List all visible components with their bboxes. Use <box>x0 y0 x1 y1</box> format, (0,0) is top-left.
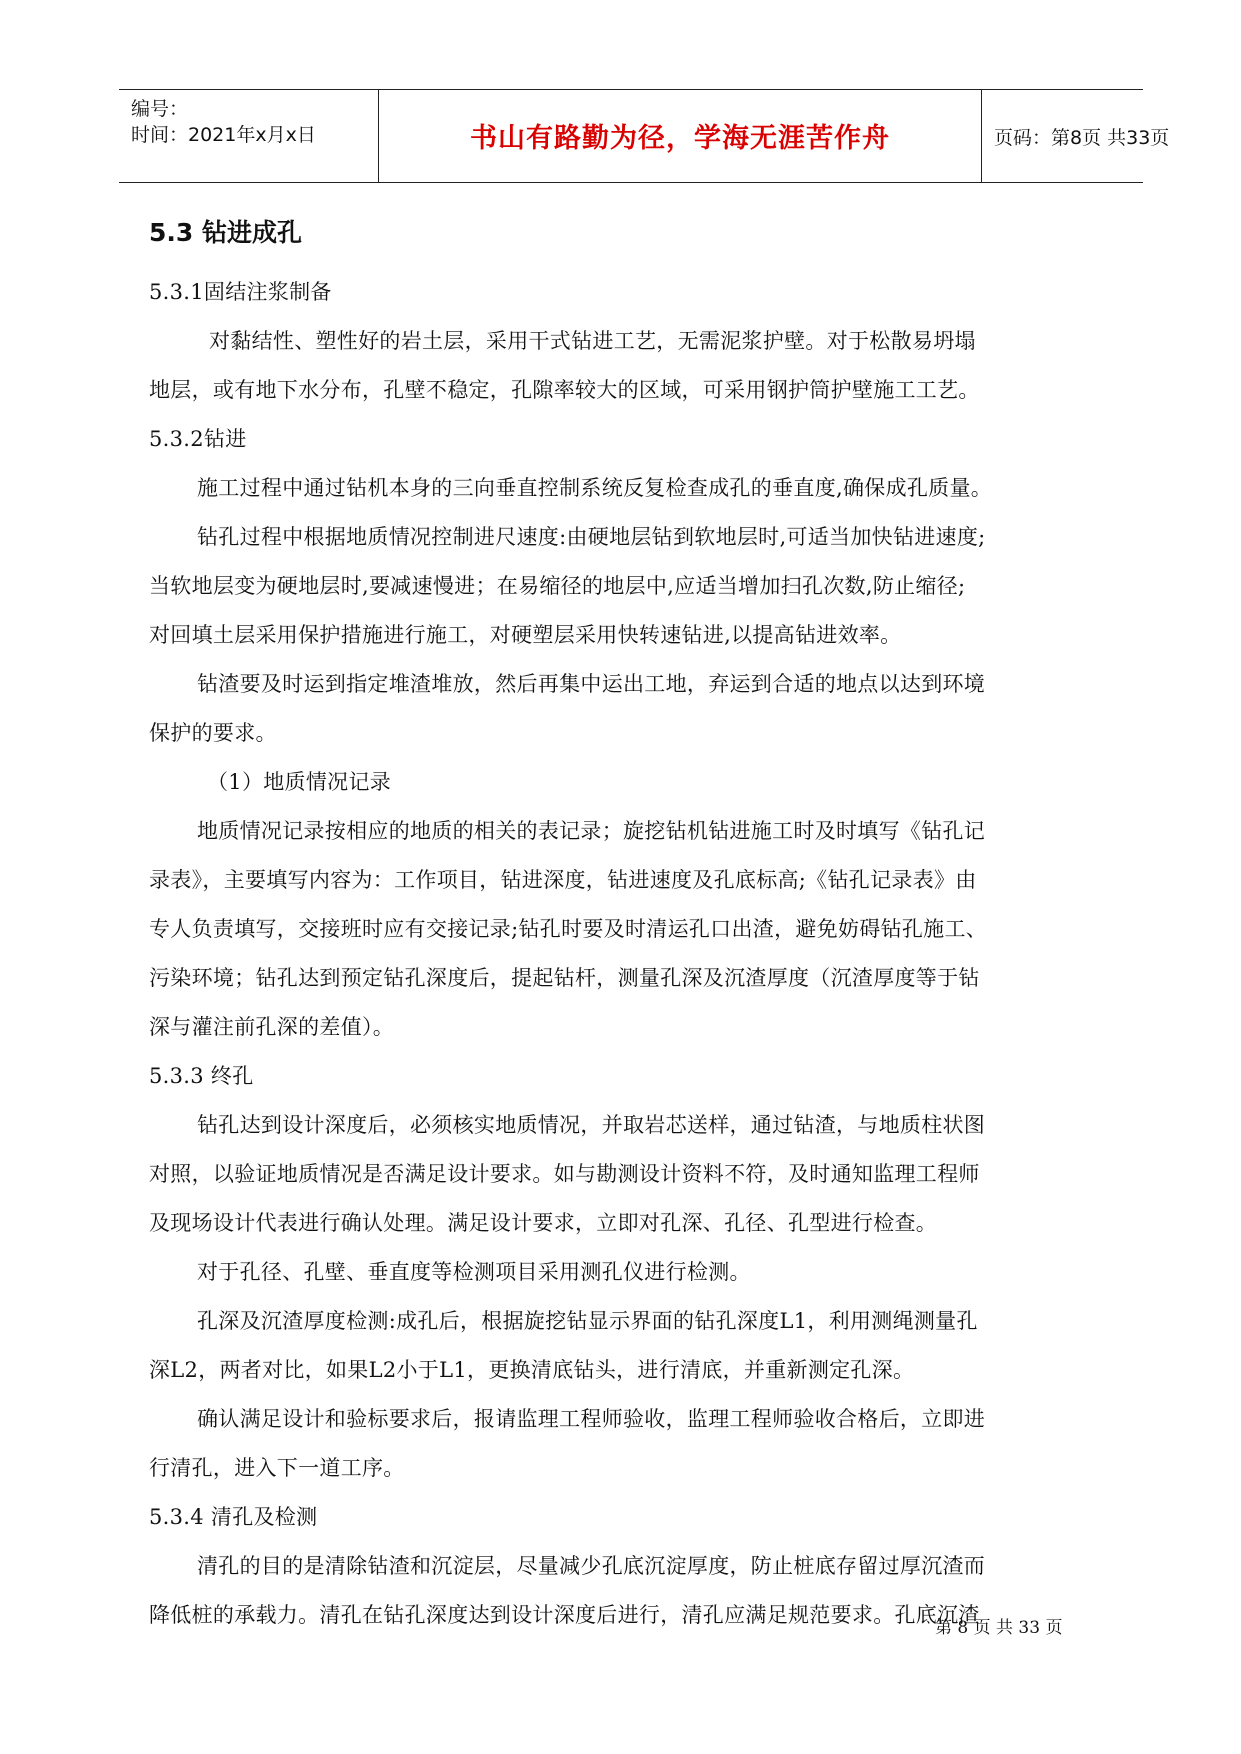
paragraph-line: 对照，以验证地质情况是否满足设计要求。如与勘测设计资料不符，及时通知监理工程师 <box>149 1162 980 1186</box>
paragraph-line: 深与灌注前孔深的差值）。 <box>149 1015 395 1039</box>
header-page-cell <box>982 90 1170 182</box>
paragraph-line: 钻孔达到设计深度后，必须核实地质情况，并取岩芯送样，通过钻渣，与地质柱状图 <box>197 1113 986 1137</box>
paragraph-line: 对回填土层采用保护措施进行施工，对硬塑层采用快转速钻进,以提高钻进效率。 <box>149 623 902 647</box>
paragraph-line: 施工过程中通过钻机本身的三向垂直控制系统反复检查成孔的垂直度,确保成孔质量。 <box>197 476 993 500</box>
paragraph-line: 行清孔，进入下一道工序。 <box>149 1456 405 1480</box>
paragraph-line: 及现场设计代表进行确认处理。满足设计要求，立即对孔深、孔径、孔型进行检查。 <box>149 1211 938 1235</box>
document-header <box>119 89 1170 183</box>
page-footer: 第 8 页 共 33 页 <box>935 1618 1063 1638</box>
document-time: 时间：2021年x月x日 <box>131 124 316 146</box>
paragraph-line: 地层，或有地下水分布，孔壁不稳定，孔隙率较大的区域，可采用钢护筒护壁施工工艺。 <box>149 378 980 402</box>
document-body <box>149 208 1115 1640</box>
list-heading: （1）地质情况记录 <box>207 770 392 794</box>
subsection-heading: 5.3.2钻进 <box>149 427 247 451</box>
paragraph-line: 深L2，两者对比，如果L2小于L1，更换清底钻头，进行清底，并重新测定孔深。 <box>149 1358 915 1382</box>
paragraph-line: 对黏结性、塑性好的岩土层，采用干式钻进工艺，无需泥浆护壁。对于松散易坍塌 <box>209 329 976 353</box>
header-page-info: 页码：第8页 共33页 <box>994 127 1170 149</box>
subsection-heading: 5.3.1固结注浆制备 <box>149 280 332 304</box>
subsection-heading: 5.3.4 清孔及检测 <box>149 1505 318 1529</box>
paragraph-line: 地质情况记录按相应的地质的相关的表记录；旋挖钻机钻进施工时及时填写《钻孔记 <box>197 819 986 843</box>
paragraph-line: 录表》，主要填写内容为：工作项目，钻进深度，钻进速度及孔底标高;《钻孔记录表》由 <box>149 868 977 892</box>
paragraph-line: 降低桩的承载力。清孔在钻孔深度达到设计深度后进行，清孔应满足规范要求。孔底沉渣 <box>149 1603 980 1627</box>
paragraph-line: 钻孔过程中根据地质情况控制进尺速度:由硬地层钻到软地层时,可适当加快钻进速度; <box>197 525 986 549</box>
paragraph-line: 清孔的目的是清除钻渣和沉淀层，尽量减少孔底沉淀厚度，防止桩底存留过厚沉渣而 <box>197 1554 986 1578</box>
motto-text: 书山有路勤为径，学海无涯苦作舟 <box>470 123 890 154</box>
paragraph-line: 保护的要求。 <box>149 721 277 745</box>
paragraph-line: 确认满足设计和验标要求后，报请监理工程师验收，监理工程师验收合格后，立即进 <box>197 1407 986 1431</box>
header-meta-cell <box>119 90 378 182</box>
subsection-heading: 5.3.3 终孔 <box>149 1064 254 1088</box>
paragraph-line: 钻渣要及时运到指定堆渣堆放，然后再集中运出工地，弃运到合适的地点以达到环境 <box>197 672 986 696</box>
paragraph-line: 对于孔径、孔壁、垂直度等检测项目采用测孔仪进行检测。 <box>197 1260 751 1284</box>
section-title: 5.3 钻进成孔 <box>149 218 302 247</box>
paragraph-line: 孔深及沉渣厚度检测:成孔后，根据旋挖钻显示界面的钻孔深度L1，利用测绳测量孔 <box>197 1309 978 1333</box>
paragraph-line: 当软地层变为硬地层时,要减速慢进；在易缩径的地层中,应适当增加扫孔次数,防止缩径; <box>149 574 966 598</box>
document-number: 编号： <box>131 98 189 120</box>
header-motto-cell <box>378 90 982 182</box>
paragraph-line: 污染环境；钻孔达到预定钻孔深度后，提起钻杆，测量孔深及沉渣厚度（沉渣厚度等于钻 <box>149 966 980 990</box>
paragraph-line: 专人负责填写，交接班时应有交接记录;钻孔时要及时清运孔口出渣，避免妨碍钻孔施工、 <box>149 917 988 941</box>
